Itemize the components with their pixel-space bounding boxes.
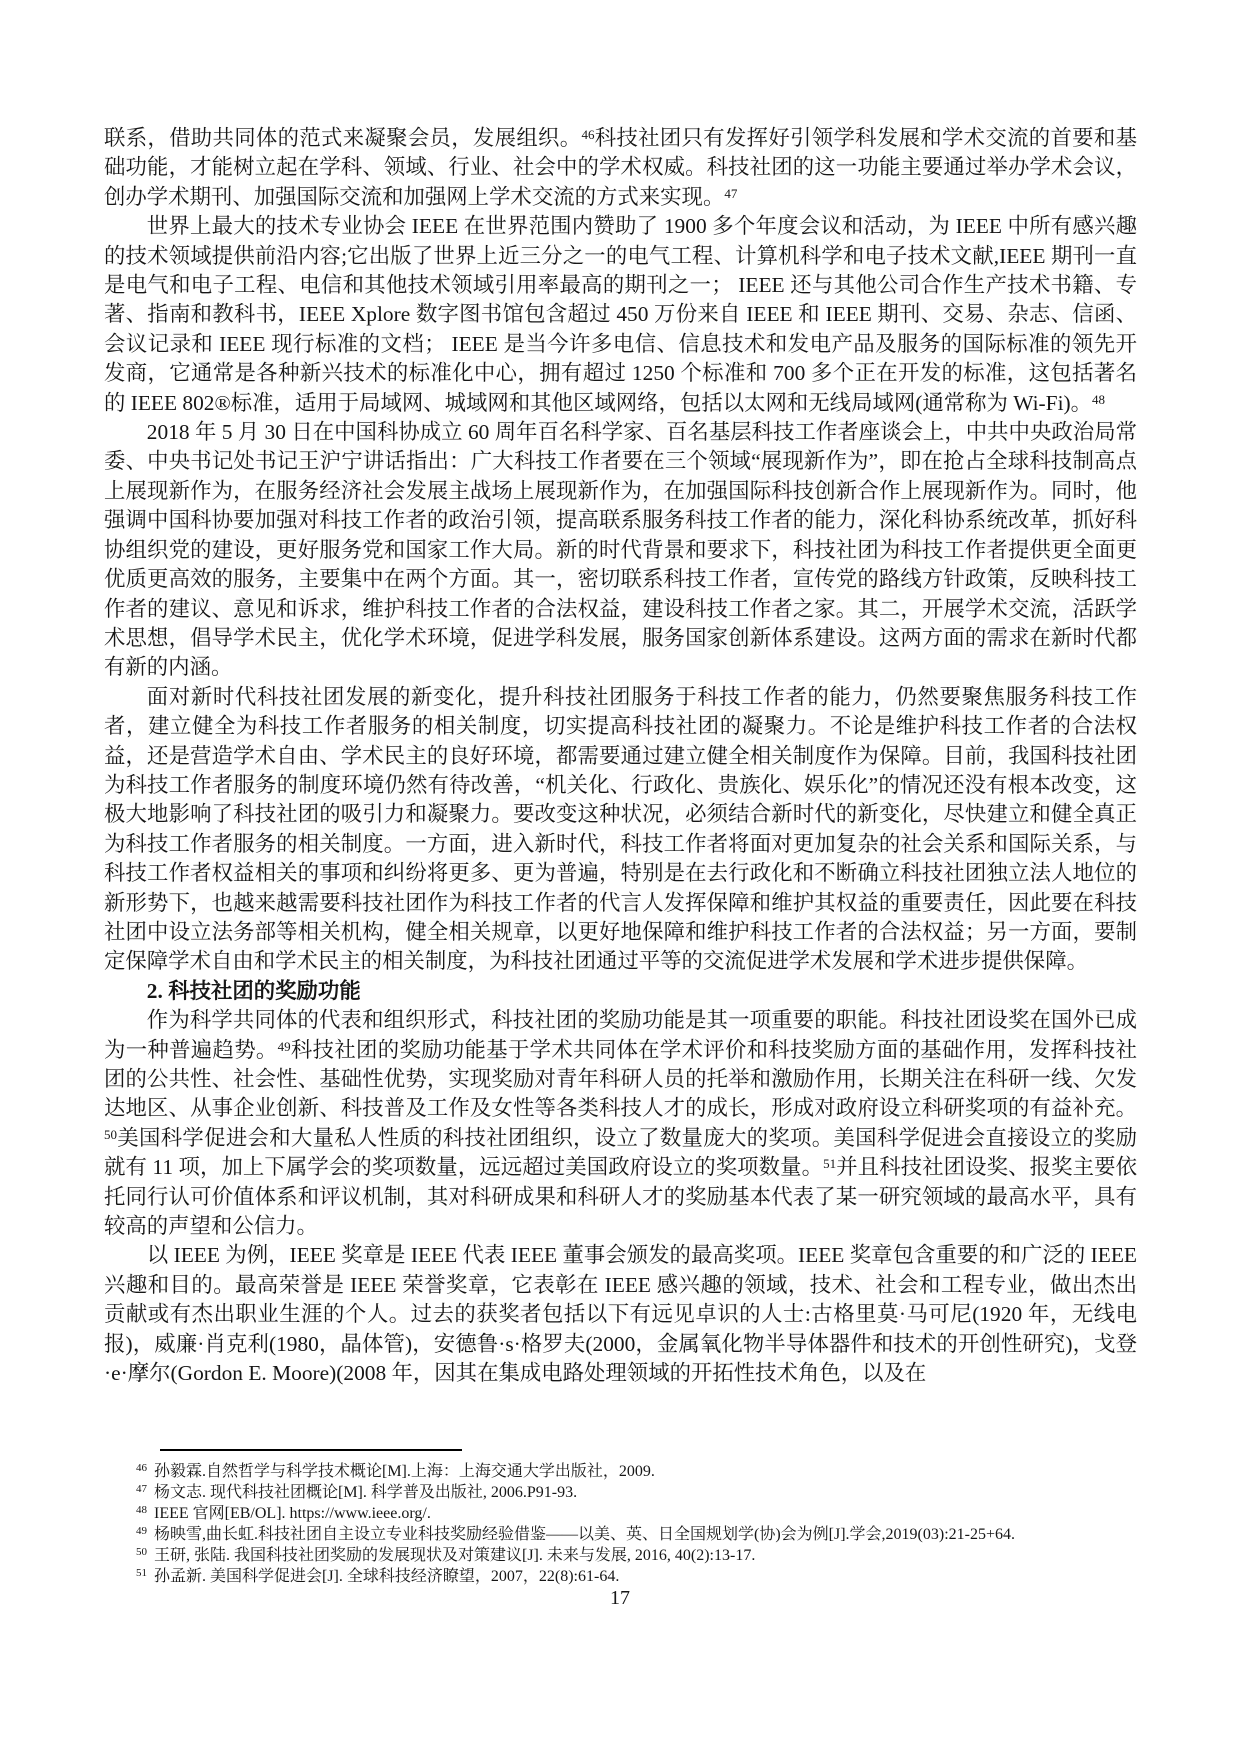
footnote-number: 51 — [136, 1567, 147, 1580]
paragraph-text: 美国科学促进会和大量私人性质的科技社团组织，设立了数量庞大的奖项。美国科学促进会直接设立的奖励就有 11 项，加上下属学会的奖项数量，远远超过美国政府设立的奖项数量。 — [104, 1125, 1137, 1180]
paragraph-text: 世界上最大的技术专业协会 IEEE 在世界范围内赞助了 1900 多个年度会议和活动，为 IEEE 中所有感兴趣的技术领域提供前沿内容;它出版了世界上近三分之一的电气工程、计算机科学和电子技术文献,IEEE 期刊一直是电气和电子工程、电信和其他技术领域引用率最高的期刊之一； IEEE 还与其他公司合作生产技术书籍、专著、指南和教科书，IEEE Xplore 数字图书馆包含超过 450 万份来自 IEEE 和 IEEE 期刊、交易、杂志、信函、会议记录和 IEEE 现行标准的文档； IEEE 是当今许多电信、信息技术和发电产品及服务的国际标准的领先开发商，它通常是各种新兴技术的标准化中心，拥有超过 1250 个标准和 700 多个正在开发的标准，这包括著名的 IEEE 802®标准，适用于局域网、城域网和其他区域网络，包括以太网和无线局域网(通常称为 Wi-Fi)。 — [104, 214, 1137, 415]
footnote-text: IEEE 官网[EB/OL]. https://www.ieee.org/. — [154, 1505, 431, 1522]
footnote-ref: 48 — [1092, 391, 1106, 407]
footnote-number: 46 — [136, 1462, 147, 1475]
paragraph-text: 面对新时代科技社团发展的新变化，提升科技社团服务于科技工作者的能力，仍然要聚焦服务科技工作者，建立健全为科技工作者服务的相关制度，切实提高科技社团的凝聚力。不论是维护科技工作者的合法权益，还是营造学术自由、学术民主的良好环境，都需要通过建立健全相关制度作为保障。目前，我国科技社团为科技工作者服务的制度环境仍然有待改善，“机关化、行政化、贵族化、娱乐化”的情况还没有根本改变，这极大地影响了科技社团的吸引力和凝聚力。要改变这种状况，必须结合新时代的新变化，尽快建立和健全真正为科技工作者服务的相关制度。一方面，进入新时代，科技工作者将面对更加复杂的社会关系和国际关系，与科技工作者权益相关的事项和纠纷将更多、更为普遍，特别是在去行政化和不断确立科技社团独立法人地位的新形势下，也越来越需要科技社团作为科技工作者的代言人发挥保障和维护其权益的重要责任，因此要在科技社团中设立法务部等相关机构，健全相关规章，以更好地保障和维护科技工作者的合法权益；另一方面，要制定保障学术自由和学术民主的相关制度，为科技社团通过平等的交流促进学术发展和学术进步提供保障。 — [104, 684, 1137, 974]
footnote-ref: 46 — [581, 127, 595, 143]
footnote-ref: 51 — [823, 1156, 837, 1172]
footnote-separator — [160, 1449, 462, 1451]
footnote-text: 孙毅霖.自然哲学与科学技术概论[M].上海：上海交通大学出版社，2009. — [154, 1463, 655, 1480]
footnote-text: 王研, 张陆. 我国科技社团奖励的发展现状及对策建议[J]. 未来与发展, 2016, 40(2):13-17. — [154, 1547, 756, 1564]
paragraph-text: 作为科学共同体的代表和组织形式，科技社团的奖励功能是其一项重要的职能。科技社团设奖在国外已成为一种普遍趋势。 — [104, 1008, 1137, 1062]
paragraph-text: 联系，借助共同体的范式来凝聚会员，发展组织。 — [104, 126, 582, 150]
footnote-number: 50 — [136, 1546, 147, 1559]
footnote-item — [136, 1566, 1138, 1587]
paragraph-text: 以 IEEE 为例，IEEE 奖章是 IEEE 代表 IEEE 董事会颁发的最高奖项。IEEE 奖章包含重要的和广泛的 IEEE 兴趣和目的。最高荣誉是 IEEE 荣誉奖章，它表彰在 IEEE 感兴趣的领域，技术、社会和工程专业，做出杰出贡献或有杰出职业生涯的个人。过去的获奖者包括以下有远见卓识的人士:古格里莫·马可尼(1920 年，无线电报)，威廉·肖克利(1980，晶体管)，安德鲁·s·格罗夫(2000，金属氧化物半导体器件和技术的开创性研究)，戈登·e·摩尔(Gordon E. Moore)(2008 年，因其在集成电路处理领域的开拓性技术角色，以及在 — [104, 1243, 1137, 1386]
footnote-text: 杨映雪,曲长虹.科技社团自主设立专业科技奖励经验借鉴——以美、英、日全国规划学(协)会为例[J].学会,2019(03):21-25+64. — [154, 1526, 1015, 1543]
footnote-item — [136, 1461, 1138, 1482]
footnote-text: 孙孟新. 美国科学促进会[J]. 全球科技经济瞭望，2007，22(8):61-64. — [154, 1568, 620, 1585]
document-body — [104, 124, 1137, 1388]
footnote-number: 49 — [136, 1525, 147, 1538]
paragraph-text: 2. 科技社团的奖励功能 — [146, 978, 361, 1003]
footnote-number: 47 — [136, 1483, 147, 1496]
body-paragraph — [104, 1006, 1137, 1241]
section-heading — [104, 977, 1137, 1006]
footnote-ref: 49 — [277, 1038, 291, 1054]
paragraph-text: 2018 年 5 月 30 日在中国科协成立 60 周年百名科学家、百名基层科技工作者座谈会上，中共中央政治局常委、中央书记处书记王沪宁讲话指出：广大科技工作者要在三个领域“展现新作为”，即在抢占全球科技制高点上展现新作为，在服务经济社会发展主战场上展现新作为，在加强国际科技创新合作上展现新作为。同时，他强调中国科协要加强对科技工作者的政治引领，提高联系服务科技工作者的能力，深化科协系统改革，抓好科协组织党的建设，更好服务党和国家工作大局。新的时代背景和要求下，科技社团为科技工作者提供更全面更优质更高效的服务，主要集中在两个方面。其一，密切联系科技工作者，宣传党的路线方针政策，反映科技工作者的建议、意见和诉求，维护科技工作者的合法权益，建设科技工作者之家。其二，开展学术交流，活跃学术思想，倡导学术民主，优化学术环境，促进学科发展，服务国家创新体系建设。这两方面的需求在新时代都有新的内涵。 — [104, 420, 1137, 680]
footnote-item — [136, 1482, 1138, 1503]
paragraph-text: 并且科技社团设奖、报奖主要依托同行认可价值体系和评议机制，其对科研成果和科研人才的奖励基本代表了某一研究领域的最高水平，具有较高的声望和公信力。 — [104, 1155, 1137, 1239]
footnote-ref: 47 — [724, 185, 738, 201]
page-number: 17 — [610, 1587, 630, 1609]
body-paragraph — [104, 212, 1137, 418]
body-paragraph — [104, 683, 1137, 977]
footnote-ref: 50 — [104, 1126, 117, 1142]
body-paragraph — [104, 124, 1137, 212]
footnote-item — [136, 1503, 1138, 1524]
paragraph-text: 科技社团的奖励功能基于学术共同体在学术评价和科技奖励方面的基础作用，发挥科技社团的公共性、社会性、基础性优势，实现奖励对青年科研人员的托举和激励作用，长期关注在科研一线、欠发达地区、从事企业创新、科技普及工作及女性等各类科技人才的成长，形成对政府设立科研奖项的有益补充。 — [104, 1037, 1137, 1121]
body-paragraph — [104, 1241, 1137, 1388]
footnote-number: 48 — [136, 1504, 147, 1517]
footnote-list — [136, 1461, 1138, 1587]
body-paragraph — [104, 418, 1137, 683]
footnote-item — [136, 1545, 1138, 1566]
footnote-item — [136, 1524, 1138, 1545]
paragraph-text: 科技社团只有发挥好引领学科发展和学术交流的首要和基础功能，才能树立起在学科、领域、行业、社会中的学术权威。科技社团的这一功能主要通过举办学术会议，创办学术期刊、加强国际交流和加强网上学术交流的方式来实现。 — [104, 126, 1137, 209]
footnote-text: 杨文志. 现代科技社团概论[M]. 科学普及出版社, 2006.P91-93. — [154, 1484, 578, 1501]
